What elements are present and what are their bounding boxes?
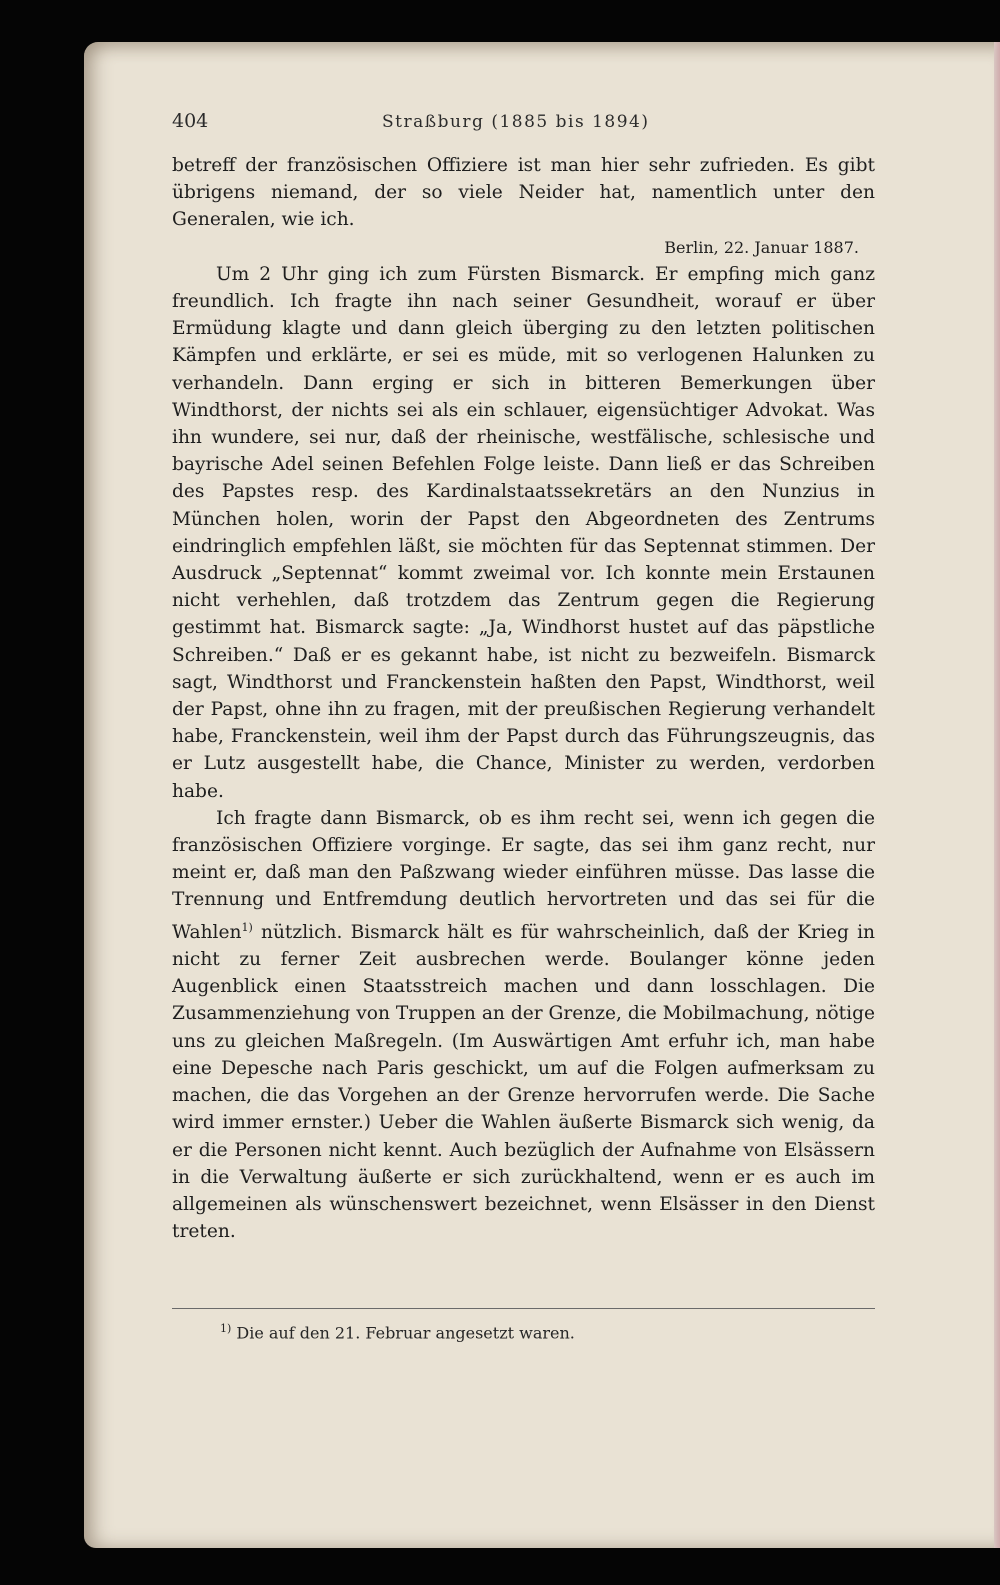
paragraph-3 <box>172 805 875 1245</box>
footnote-text: Die auf den 21. Februar angesetzt waren. <box>231 1323 575 1343</box>
dateline: Berlin, 22. Januar 1887. <box>664 237 859 257</box>
footnote-marker: 1) <box>220 1322 232 1335</box>
footnote-divider <box>172 1308 875 1309</box>
body-text <box>172 152 875 1245</box>
paragraph-3-part-1: Ich fragte dann Bismarck, ob es ihm recht sei, wenn ich gegen die französischen Offiziere vorginge. Er sagte, das sei ihm ganz recht, nur meint er, daß man den Paßzwang wieder einführen müsse. Das lasse die Trennung und Entfremdung deutlich hervortreten und das sei für die Wahlen <box>172 807 875 943</box>
paragraph-1: betreff der französischen Offiziere ist man hier sehr zufrieden. Es gibt übrigens niemand, der so viele Neider hat, namentlich unter den Generalen, wie ich. <box>172 155 875 231</box>
page-edge <box>994 42 1000 1548</box>
footnote <box>220 1322 575 1342</box>
running-head: Straßburg (1885 bis 1894) <box>382 112 650 132</box>
paragraph-2: Um 2 Uhr ging ich zum Fürsten Bismarck. Er empfing mich ganz freundlich. Ich fragte ihn nach seiner Gesundheit, worauf er über Ermüdung klagte und dann gleich überging zu den letzten politischen Kämpfen und erklärte, er sei es müde, mit so verlogenen Halunken zu verhandeln. Dann erging er sich in bitteren Bemerkungen über Windthorst, der nichts sei als ein schlauer, eigensüchtiger Advokat. Was ihn wundere, sei nur, daß der rheinische, westfälische, schlesische und bayrische Adel seinen Befehlen Folge leiste. Dann ließ er das Schreiben des Papstes resp. des Kardinalstaatssekretärs an den Nunzius in München holen, worin der Papst den Abgeordneten des Zentrums eindringlich empfehlen läßt, sie möchten für das Septennat stimmen. Der Ausdruck „Septennat“ kommt zweimal vor. Ich konnte mein Erstaunen nicht verhehlen, daß trotzdem das Zentrum gegen die Regierung gestimmt hat. Bismarck sagte: „Ja, Windhorst hustet auf das päpstliche Schreiben.“ Daß er es gekannt habe, ist nicht zu bezweifeln. Bismarck sagt, Windthorst und Franckenstein haßten den Papst, Windthorst, weil der Papst, ohne ihn zu fragen, mit der preußischen Regierung verhandelt habe, Franckenstein, weil ihm der Papst durch das Führungszeugnis, das er Lutz ausgestellt habe, die Chance, Minister zu werden, verdorben habe. <box>172 263 875 802</box>
page-number: 404 <box>172 110 209 132</box>
footnote-reference: 1) <box>241 920 253 934</box>
paragraph-3-part-2: nützlich. Bismarck hält es für wahrscheinlich, daß der Krieg in nicht zu ferner Zeit ausbrechen werde. Boulanger könne jeden Augenblick einen Staatsstreich machen und dann losschlagen. Die Zusammenziehung von Truppen an der Grenze, die Mobilmachung, nötige uns zu gleichen Maßregeln. (Im Auswärtigen Amt erfuhr ich, man habe eine Depesche nach Paris geschickt, um auf die Folgen aufmerksam zu machen, die das Vorgehen an der Grenze hervorrufen werde. Die Sache wird immer ernster.) Ueber die Wahlen äußerte Bismarck sich wenig, da er die Personen nicht kennt. Auch bezüglich der Aufnahme von Elsässern in die Verwaltung äußerte er sich zurückhaltend, wenn er es auch im allgemeinen als wünschenswert bezeichnet, wenn Elsässer in den Dienst treten. <box>172 921 875 1243</box>
page-header <box>172 110 875 140</box>
